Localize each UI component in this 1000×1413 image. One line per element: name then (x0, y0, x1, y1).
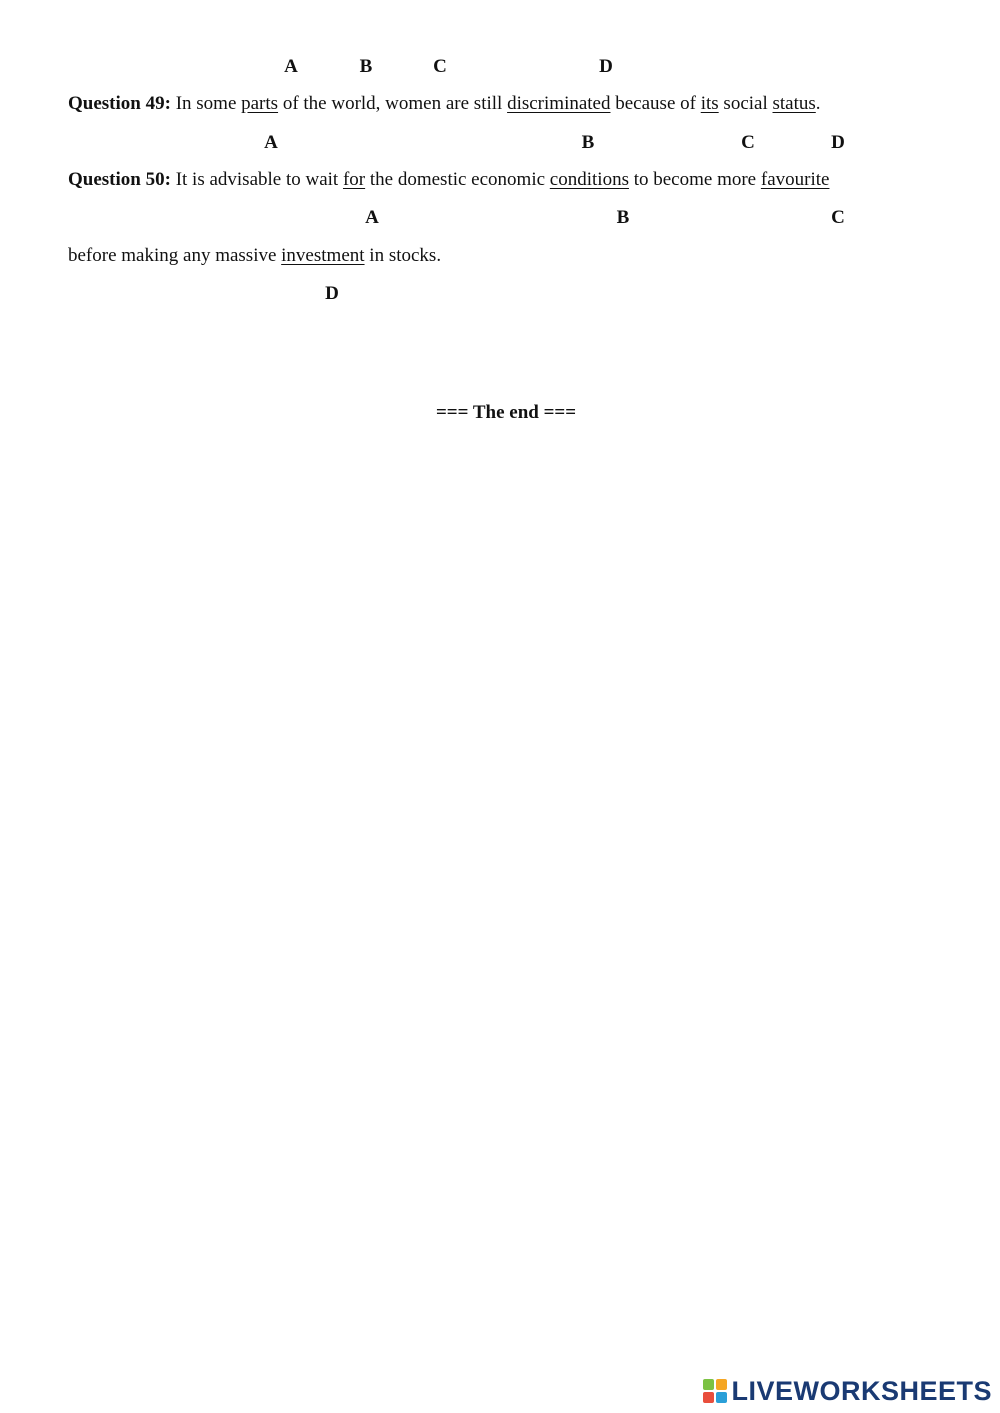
question-49-text: social (718, 93, 773, 114)
question-50-option-c: C (831, 207, 845, 228)
question-49-underlined-b: discriminated (507, 93, 611, 114)
question-50-underlined-b: conditions (549, 169, 629, 190)
option-letter-b: B (359, 56, 373, 77)
question-50-underlined-d: investment (281, 245, 365, 266)
question-49-label: Question 49: (68, 93, 171, 114)
question-50-label: Question 50: (68, 169, 171, 190)
question-49-text: . (815, 93, 821, 114)
question-50-option-d: D (325, 283, 339, 304)
question-49-underlined-d: status (772, 93, 816, 114)
logo-text: LIVEWORKSHEETS (731, 1375, 992, 1406)
question-49 (68, 94, 821, 113)
question-50-text: in stocks. (364, 245, 442, 266)
question-50-text: the domestic economic (365, 169, 550, 190)
question-49-text: because of (610, 93, 701, 114)
option-letter-d: D (599, 56, 613, 77)
option-letter-a: A (284, 56, 298, 77)
logo-square (716, 1392, 727, 1403)
question-49-underlined-a: parts (241, 93, 279, 114)
logo-square (716, 1379, 727, 1390)
liveworksheets-logo (703, 1377, 992, 1405)
question-50-underlined-a: for (342, 169, 366, 190)
question-50-option-a: A (365, 207, 379, 228)
question-50-text: It is advisable to wait (170, 169, 343, 190)
question-49-text: In some (170, 93, 242, 114)
question-49-text: of the world, women are still (278, 93, 508, 114)
question-50 (68, 170, 829, 189)
question-50-underlined-c: favourite (760, 169, 830, 190)
question-49-option-d: D (831, 132, 845, 153)
end-marker: === The end === (435, 402, 577, 423)
question-49-option-b: B (581, 132, 595, 153)
question-50-text: to become more (628, 169, 761, 190)
question-50-text: before making any massive (68, 245, 282, 266)
question-49-option-a: A (264, 132, 278, 153)
question-49-option-c: C (741, 132, 755, 153)
option-letter-c: C (433, 56, 447, 77)
question-50-option-b: B (616, 207, 630, 228)
logo-square (703, 1379, 714, 1390)
question-49-underlined-c: its (700, 93, 719, 114)
logo-square (703, 1392, 714, 1403)
logo-squares-icon (703, 1379, 727, 1403)
question-50-continuation (68, 246, 441, 265)
